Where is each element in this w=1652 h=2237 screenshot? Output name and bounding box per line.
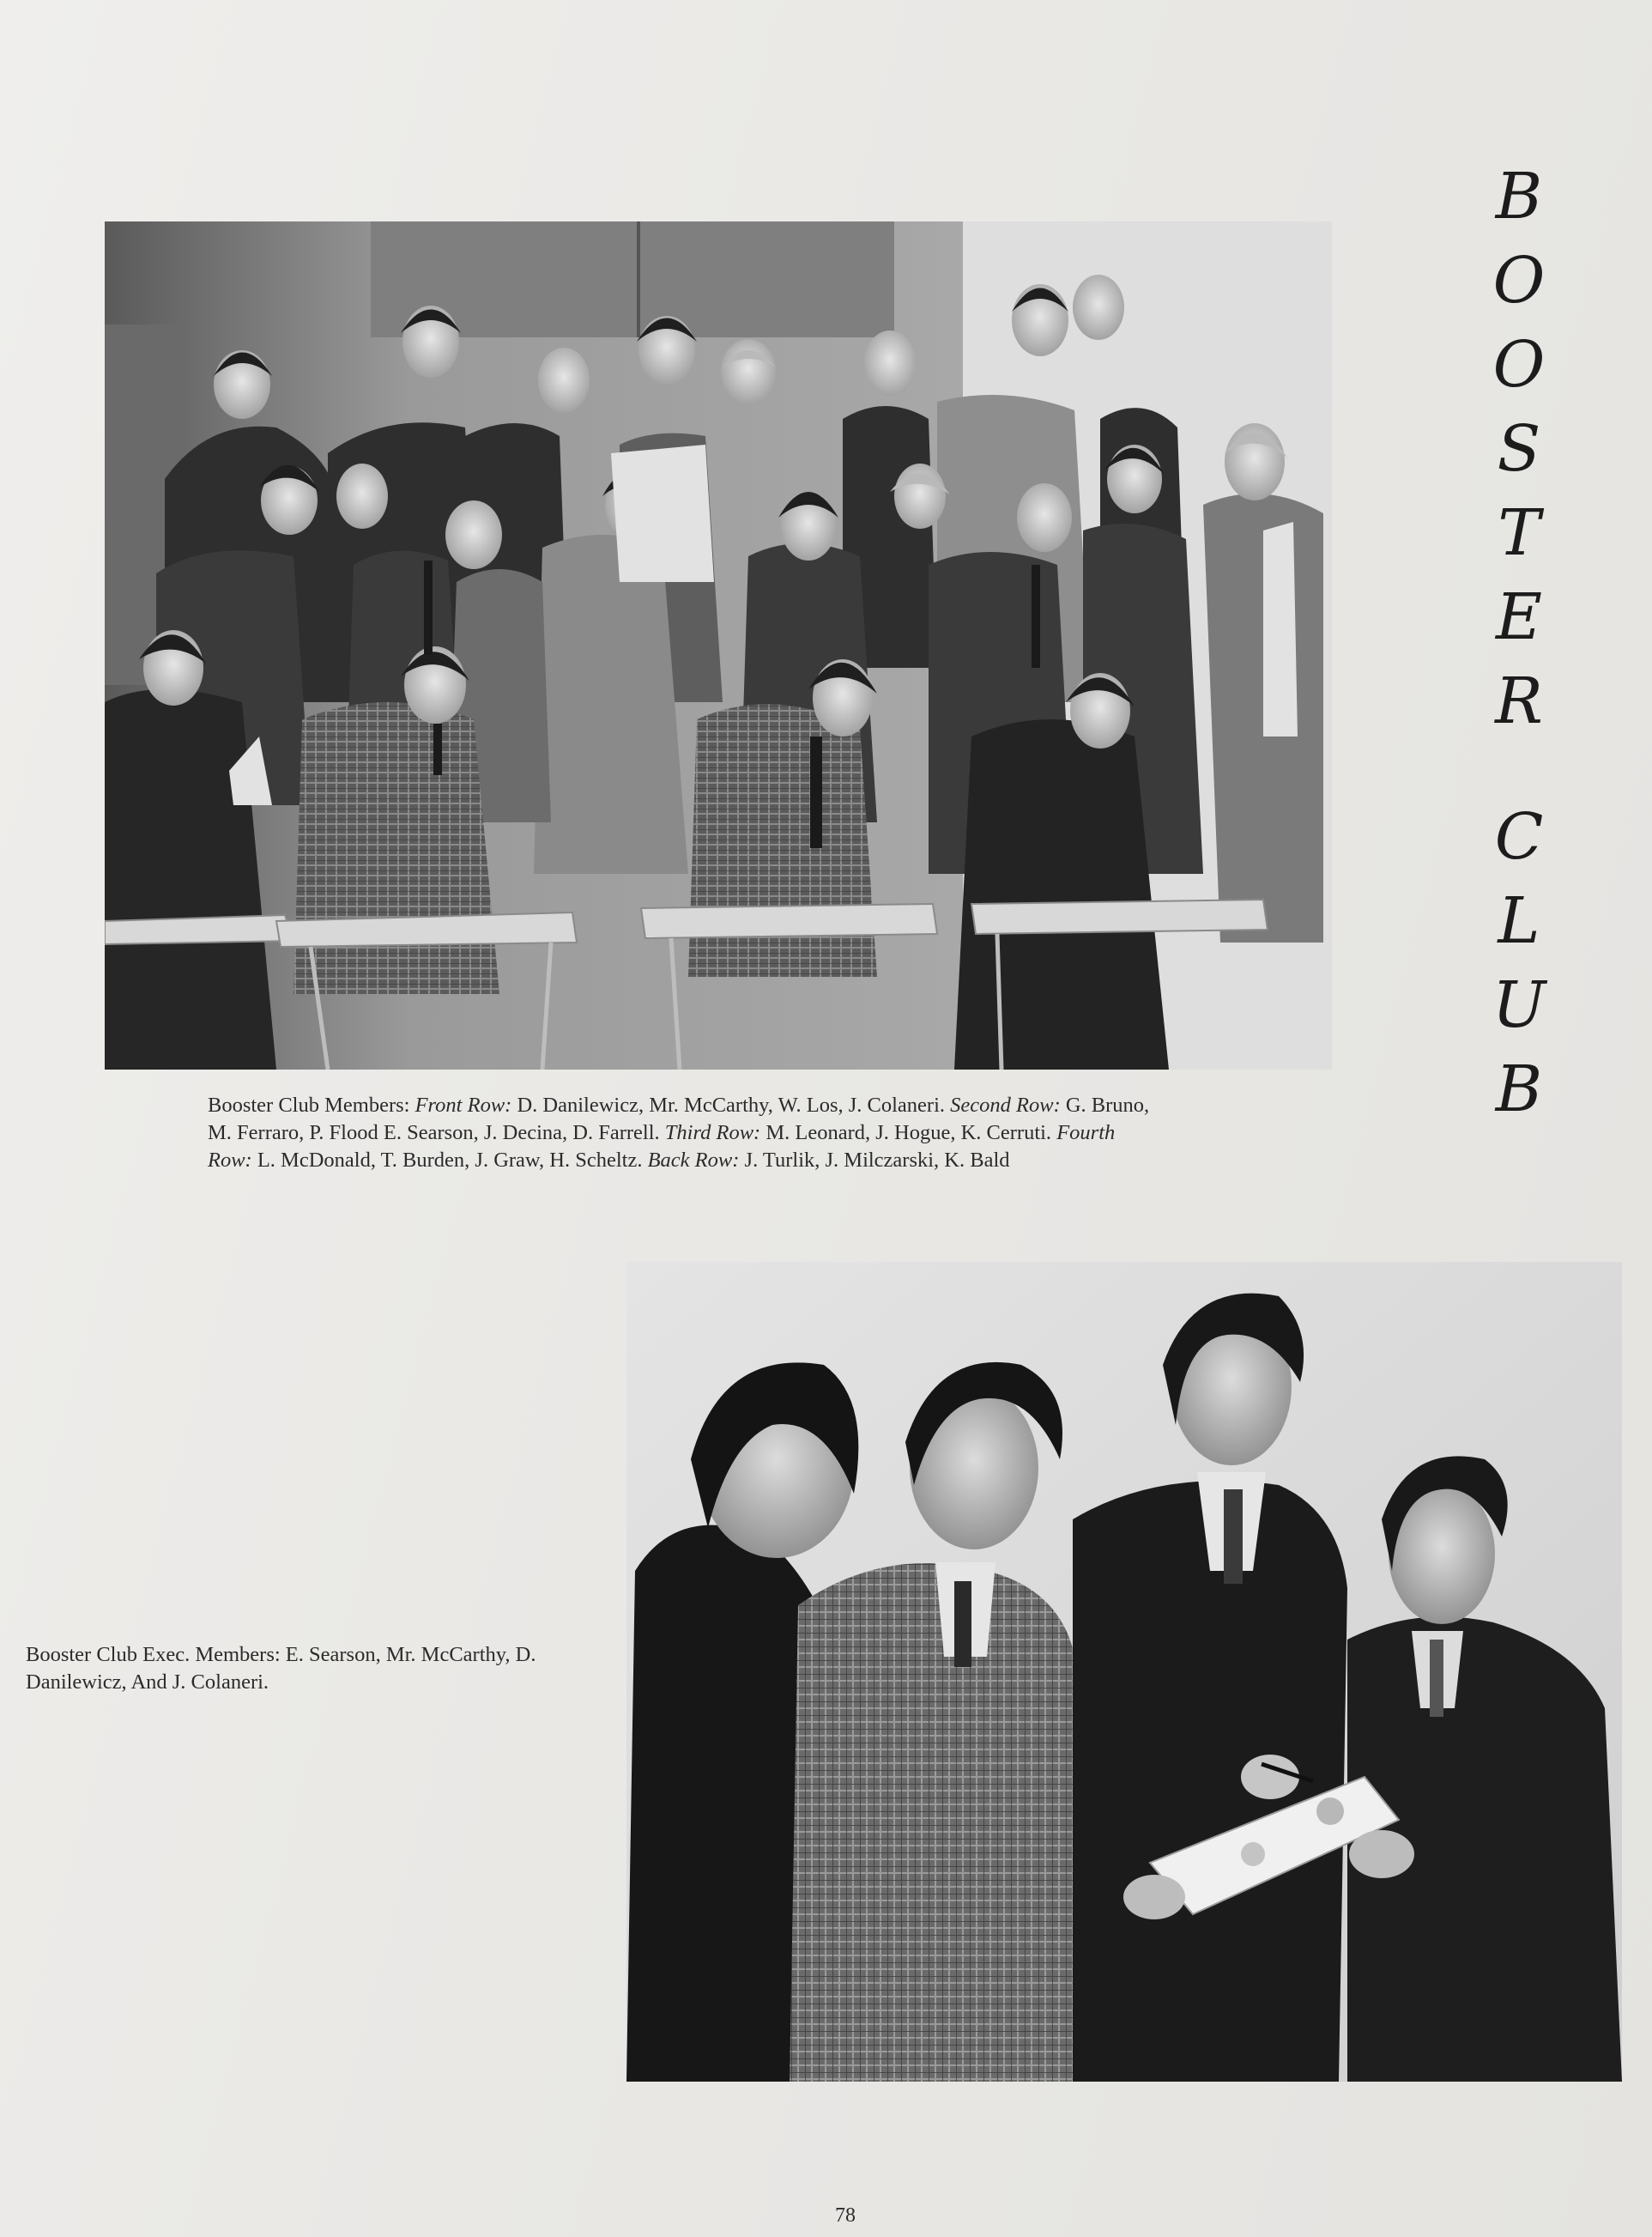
page-title-vertical [1459,155,1579,1131]
fourth-row-names: L. McDonald, T. Burden, J. Graw, H. Scheltz. [251,1149,648,1172]
title-letter: L [1498,884,1540,958]
title-letter: R [1495,664,1543,738]
caption-lead: Booster Club Members: [208,1094,415,1117]
back-row-label: Back Row: [647,1149,740,1172]
title-letter: E [1495,580,1542,654]
exec-photo-image [626,1262,1622,2082]
title-letter: O [1492,244,1546,318]
group-photo-caption [208,1092,1160,1174]
exec-photo-caption: Booster Club Exec. Members: E. Searson, Mr. McCarthy, D. Danilewicz, And J. Colaneri. [26,1643,536,1694]
fourth-row-label: Fourth Row: [208,1121,1116,1172]
group-photo [105,221,1332,1070]
group-photo-image [105,221,1332,1070]
title-letter: O [1492,328,1546,402]
title-word [1492,795,1546,1131]
front-row-label: Front Row: [415,1094,512,1117]
title-letter: S [1497,412,1541,486]
exec-photo [626,1262,1622,2082]
front-row-names: D. Danilewicz, Mr. McCarthy, W. Los, J. Colaneri. [511,1094,951,1117]
second-row-label: Second Row: [950,1094,1061,1117]
third-row-names: M. Leonard, J. Hogue, K. Cerruti. [760,1121,1057,1144]
second-row-names: G. Bruno, M. Ferraro, P. Flood E. Searson, J. Decina, D. Farrell. [208,1094,1150,1144]
title-word [1493,155,1546,743]
title-letter: B [1495,1052,1543,1126]
third-row-label: Third Row: [664,1121,761,1144]
title-letter: U [1492,968,1546,1042]
title-letter: C [1494,800,1544,874]
title-letter: T [1498,496,1540,570]
back-row-names: J. Turlik, J. Milczarski, K. Bald [739,1149,1010,1172]
page-number: 78 [835,2204,856,2227]
title-letter: B [1495,160,1543,233]
